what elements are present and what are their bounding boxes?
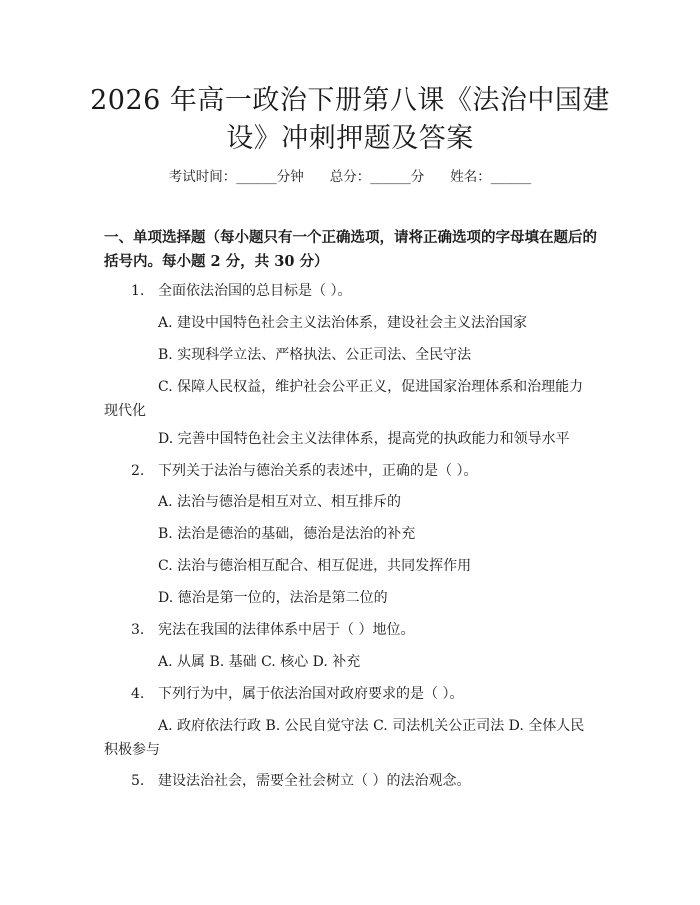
question-3-options: A. 从属 B. 基础 C. 核心 D. 补充 xyxy=(158,654,361,670)
question-4-options: A. 政府依法行政 B. 公民自觉守法 C. 司法机关公正司法 D. 全体人民积极参与 xyxy=(104,718,585,758)
question-1-option-c: C. 保障人民权益，维护社会公平正义，促进国家治理体系和治理能力现代化 xyxy=(104,379,584,419)
question-stem: 下列行为中，属于依法治国对政府要求的是（ ）。 xyxy=(158,686,464,702)
question-number: 1. xyxy=(131,283,145,299)
exam-meta xyxy=(0,166,700,188)
question-number: 4. xyxy=(131,686,145,702)
name-label: 姓名：______ xyxy=(450,169,532,185)
total-score-label: 总分：______分 xyxy=(329,169,425,185)
section-heading-single-choice: 一、单项选择题（每小题只有一个正确选项，请将正确选项的字母填在题后的括号内。每小题 2 分，共 30 分） xyxy=(104,229,597,270)
page-title-line2: 设》冲刺押题及答案 xyxy=(226,123,474,154)
question-stem: 全面依法治国的总目标是（ ）。 xyxy=(158,283,352,299)
question-2 xyxy=(104,459,594,483)
question-3 xyxy=(104,618,594,642)
question-number: 5. xyxy=(131,773,145,789)
question-stem: 建设法治社会，需要全社会树立（ ）的法治观念。 xyxy=(158,773,471,789)
page-title-line1: 2026 年高一政治下册第八课《法治中国建 xyxy=(90,85,610,116)
question-4 xyxy=(104,682,594,706)
exam-time-label: 考试时间：______分钟 xyxy=(168,169,304,185)
question-2-option-c: C. 法治与德治相互配合、相互促进，共同发挥作用 xyxy=(158,558,472,574)
question-2-option-b: B. 法治是德治的基础，德治是法治的补充 xyxy=(158,526,416,542)
question-1-option-a: A. 建设中国特色社会主义法治体系，建设社会主义法治国家 xyxy=(158,315,528,331)
question-number: 3. xyxy=(131,622,145,638)
question-1-option-d: D. 完善中国特色社会主义法律体系，提高党的执政能力和领导水平 xyxy=(158,431,570,447)
question-2-option-a: A. 法治与德治是相互对立、相互排斥的 xyxy=(158,494,402,510)
question-5 xyxy=(104,769,594,793)
question-1 xyxy=(104,279,594,303)
question-stem: 宪法在我国的法律体系中居于（ ）地位。 xyxy=(158,622,415,638)
question-number: 2. xyxy=(131,463,145,479)
question-1-option-b: B. 实现科学立法、严格执法、公正司法、全民守法 xyxy=(158,347,472,363)
question-2-option-d: D. 德治是第一位的，法治是第二位的 xyxy=(158,590,388,606)
question-stem: 下列关于法治与德治关系的表述中，正确的是（ ）。 xyxy=(158,463,478,479)
